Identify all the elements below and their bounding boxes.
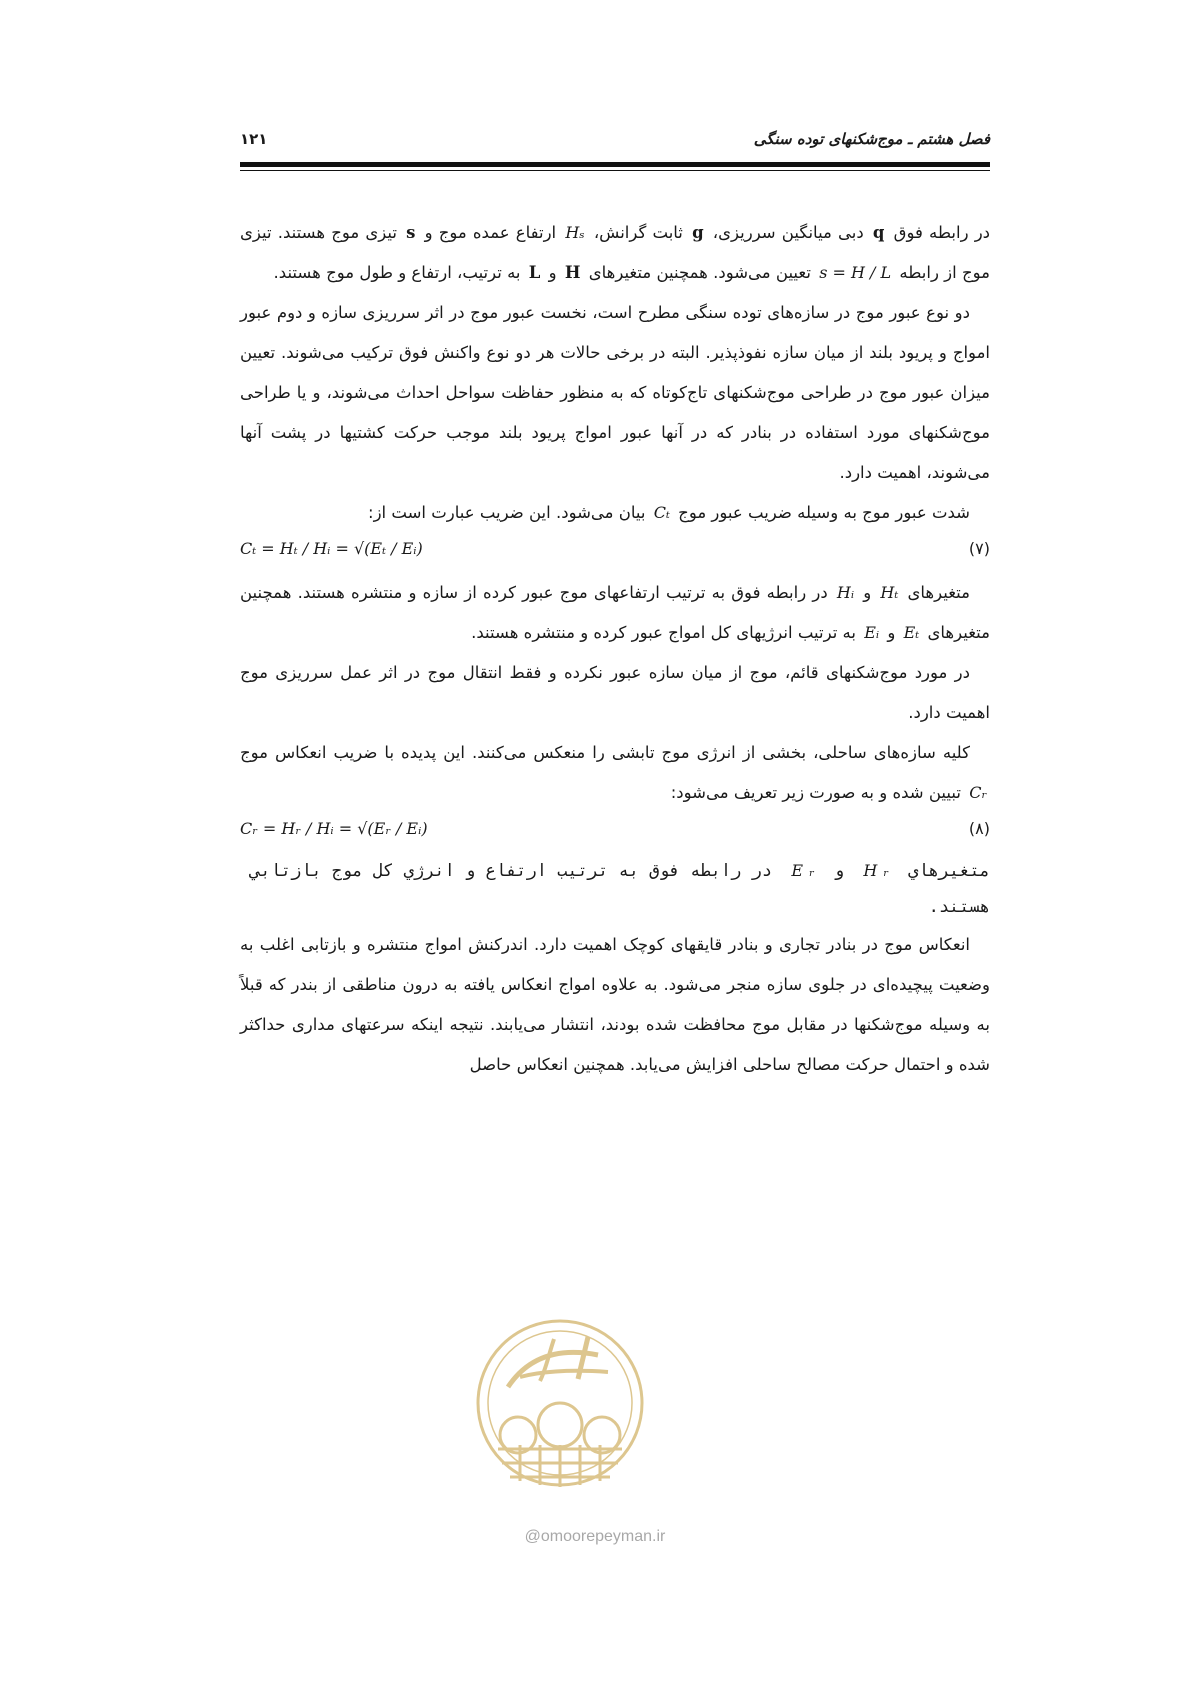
symbol-L: L [528, 263, 541, 282]
equation-8-number: (۸) [968, 819, 990, 838]
equation-7 [240, 533, 990, 573]
symbol-ct: Cₜ [653, 503, 670, 522]
chapter-title: فصل هشتم ـ موج‌شکنهای توده سنگی [753, 130, 990, 148]
paragraph-6: کلیه سازه‌های ساحلی، بخشی از انرژی موج تابشی را منعکس می‌کنند. این پدیده با ضریب انعکاس موج Cᵣ تبیین شده و به صورت زیر تعریف می‌شود: [240, 733, 990, 813]
symbol-et: Eₜ [903, 623, 920, 642]
equation-7-formula: Cₜ = Hₜ / Hᵢ = √(Eₜ / Eᵢ) [240, 539, 423, 558]
symbol-g: g [692, 223, 704, 242]
body-text [240, 213, 990, 1085]
paragraph-7: متغیرهاي Hᵣ و Eᵣ در رابطه فوق به ترتيب ارتفاع و انرژي کل موج بازتابي هستند. [250, 861, 990, 917]
paragraph-3: شدت عبور موج به وسیله ضریب عبور موج Cₜ بیان می‌شود. این ضریب عبارت است از: [368, 503, 970, 522]
inline-formula-steepness: s = H / L [819, 263, 892, 282]
paragraph-4: متغیرهای Hₜ و Hᵢ در رابطه فوق به ترتیب ارتفاعهای موج عبور کرده از سازه و منتشره هستند. همچنین متغیرهای Eₜ و Eᵢ به ترتیب انرژیهای کل امواج عبور کرده و منتشره هستند. [240, 583, 990, 642]
header-rule-thick [240, 162, 990, 167]
symbol-q: q [872, 223, 885, 242]
running-header [240, 126, 990, 156]
website-watermark: @omoorepeyman.ir [524, 1528, 666, 1545]
paragraph-5: در مورد موج‌شکنهای قائم، موج از میان سازه عبور نکرده و فقط انتقال موج در اثر عمل سرریزی موج اهمیت دارد. [240, 663, 990, 722]
paragraph-8: انعکاس موج در بنادر تجاری و بنادر قایقهای کوچک اهمیت دارد. اندرکنش امواج منتشره و بازتابی اغلب به وضعیت پیچیده‌ای در جلوی سازه منجر می‌شود. به علاوه امواج انعکاس یافته به درون مناطقی از بندر که قبلاً به وسیله موج‌شکنها در مقابل موج محافظت شده بودند، انتشار می‌یابند. نتیجه اینکه سرعتهای مداری حداکثر شده و احتمال حرکت مصالح ساحلی افزایش می‌یابد. همچنین انعکاس حاصل [240, 935, 990, 1074]
symbol-cr: Cᵣ [969, 783, 987, 802]
omoorepeyman-seal-logo [468, 1317, 652, 1492]
page-number: ۱۲۱ [240, 130, 268, 148]
header-rule-thin [240, 170, 990, 171]
symbol-ei: Eᵢ [864, 623, 880, 642]
paragraph-1: در رابطه فوق q دبی میانگین سرریزی، g ثابت گرانش، Hₛ ارتفاع عمده موج و s تیزی موج هستند. تیزی موج از رابطه s = H / L تعیین می‌شود. همچنین متغیرهای H و L به ترتیب، ارتفاع و طول موج هستند. [240, 223, 991, 282]
equation-8 [240, 813, 990, 853]
equation-7-number: (۷) [968, 539, 990, 558]
symbol-hi: Hᵢ [836, 583, 855, 602]
paragraph-2: دو نوع عبور موج در سازه‌های توده سنگی مطرح است، نخست عبور موج در اثر سرریزی سازه و دوم عبور امواج و پریود بلند از میان سازه نفوذپذیر. البته در برخی حالات هر دو نوع واکنش فوق ترکیب می‌شوند. تعیین میزان عبور موج در طراحی موج‌شکنهای تاج‌کوتاه که به منظور حفاظت سواحل احداث می‌شوند، و یا طراحی موج‌شکنهای مورد استفاده در بنادر که در آنها عبور امواج پریود بلند موجب حرکت کشتیها در پشت آنها می‌شوند، اهمیت دارد. [240, 303, 990, 482]
symbol-s: s [406, 223, 416, 242]
symbol-H: H [564, 263, 581, 282]
symbol-er: Eᵣ [791, 861, 821, 880]
symbol-ht: Hₜ [880, 583, 899, 602]
symbol-hr: Hᵣ [863, 861, 895, 880]
symbol-hs: Hₛ [565, 223, 585, 242]
equation-8-formula: Cᵣ = Hᵣ / Hᵢ = √(Eᵣ / Eᵢ) [240, 819, 428, 838]
